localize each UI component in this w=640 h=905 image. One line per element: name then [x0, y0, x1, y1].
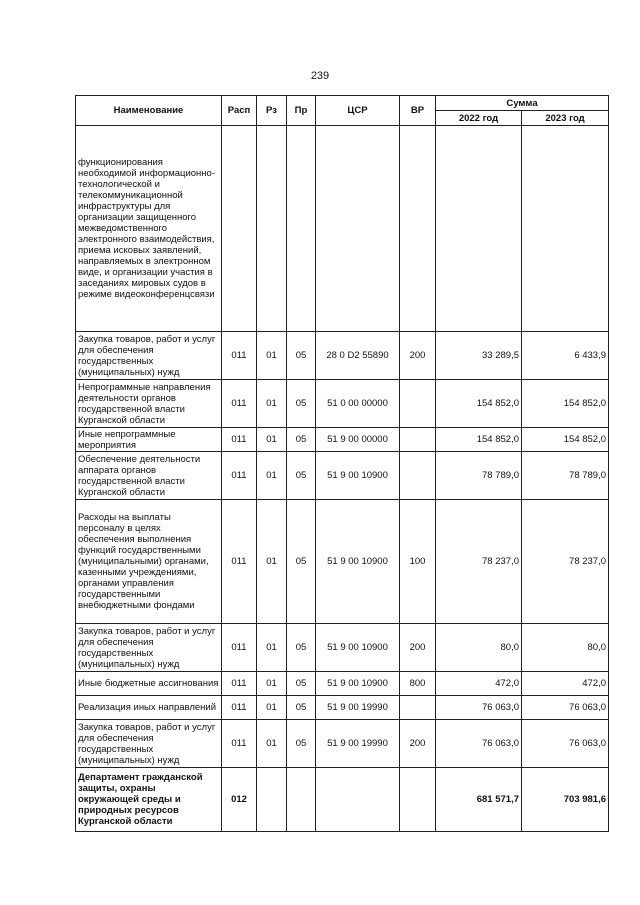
cell-y2023: 78 789,0 [522, 452, 609, 500]
cell-vr: 200 [400, 624, 436, 672]
cell-rz: 01 [257, 672, 287, 696]
cell-vr [400, 696, 436, 720]
cell-y2022: 80,0 [436, 624, 522, 672]
cell-y2023: 154 852,0 [522, 380, 609, 428]
cell-pr: 05 [287, 428, 316, 452]
cell-rasp: 011 [222, 452, 257, 500]
cell-y2022: 154 852,0 [436, 380, 522, 428]
header-rasp: Расп [222, 96, 257, 126]
cell-y2022: 76 063,0 [436, 696, 522, 720]
cell-rasp: 011 [222, 720, 257, 768]
header-rz: Рз [257, 96, 287, 126]
cell-vr [400, 428, 436, 452]
cell-csr: 51 9 00 10900 [316, 500, 400, 624]
cell-pr: 05 [287, 332, 316, 380]
cell-vr [400, 452, 436, 500]
cell-y2022: 154 852,0 [436, 428, 522, 452]
cell-y2023: 76 063,0 [522, 696, 609, 720]
cell-vr [400, 768, 436, 832]
cell-rz [257, 126, 287, 332]
table-row [76, 428, 609, 452]
cell-name: функционирования необходимой информационно-технологической и телекоммуникационной инфраструктуры для организации защищенного межведомственного электронного взаимодействия, приема исковых заявлений, направляемых в электронном виде, и организации участия в заседаниях мировых судов в режиме видеоконференцсвязи [76, 126, 222, 332]
cell-y2022: 76 063,0 [436, 720, 522, 768]
cell-pr: 05 [287, 696, 316, 720]
budget-table [75, 95, 609, 832]
cell-vr: 200 [400, 332, 436, 380]
cell-csr: 51 9 00 10900 [316, 672, 400, 696]
cell-y2023: 78 237,0 [522, 500, 609, 624]
cell-name: Расходы на выплаты персоналу в целях обеспечения выполнения функций государственными (муниципальными) органами, казенными учреждениями, органами управления государственными внебюджетными фондами [76, 500, 222, 624]
table-row [76, 126, 609, 332]
cell-csr: 28 0 D2 55890 [316, 332, 400, 380]
cell-csr: 51 0 00 00000 [316, 380, 400, 428]
cell-pr: 05 [287, 720, 316, 768]
cell-name: Обеспечение деятельности аппарата органов государственной власти Курганской области [76, 452, 222, 500]
cell-pr: 05 [287, 452, 316, 500]
cell-name: Непрограммные направления деятельности органов государственной власти Курганской области [76, 380, 222, 428]
cell-name: Закупка товаров, работ и услуг для обеспечения государственных (муниципальных) нужд [76, 332, 222, 380]
cell-y2022: 78 789,0 [436, 452, 522, 500]
cell-csr: 51 9 00 19990 [316, 720, 400, 768]
cell-vr: 100 [400, 500, 436, 624]
cell-name: Закупка товаров, работ и услуг для обеспечения государственных (муниципальных) нужд [76, 624, 222, 672]
cell-rz: 01 [257, 624, 287, 672]
cell-y2022: 472,0 [436, 672, 522, 696]
cell-rasp: 012 [222, 768, 257, 832]
header-name: Наименование [76, 96, 222, 126]
cell-rasp: 011 [222, 672, 257, 696]
cell-pr [287, 126, 316, 332]
cell-name: Иные непрограммные мероприятия [76, 428, 222, 452]
cell-y2023: 80,0 [522, 624, 609, 672]
cell-pr: 05 [287, 672, 316, 696]
cell-name: Иные бюджетные ассигнования [76, 672, 222, 696]
cell-vr [400, 380, 436, 428]
cell-rz: 01 [257, 332, 287, 380]
cell-y2022: 681 571,7 [436, 768, 522, 832]
cell-csr [316, 126, 400, 332]
cell-rasp: 011 [222, 624, 257, 672]
table-row [76, 452, 609, 500]
table-row [76, 696, 609, 720]
cell-vr [400, 126, 436, 332]
cell-y2023: 154 852,0 [522, 428, 609, 452]
cell-vr: 200 [400, 720, 436, 768]
cell-csr [316, 768, 400, 832]
header-csr: ЦСР [316, 96, 400, 126]
page-number: 239 [310, 70, 330, 82]
cell-rz: 01 [257, 428, 287, 452]
table-row [76, 624, 609, 672]
cell-y2022: 33 289,5 [436, 332, 522, 380]
header-2023: 2023 год [522, 111, 609, 126]
table-row [76, 672, 609, 696]
cell-csr: 51 9 00 10900 [316, 452, 400, 500]
cell-pr [287, 768, 316, 832]
cell-rasp: 011 [222, 332, 257, 380]
cell-y2023: 76 063,0 [522, 720, 609, 768]
table-header [76, 96, 609, 126]
cell-pr: 05 [287, 500, 316, 624]
cell-rasp: 011 [222, 428, 257, 452]
cell-rz: 01 [257, 696, 287, 720]
cell-csr: 51 9 00 10900 [316, 624, 400, 672]
header-pr: Пр [287, 96, 316, 126]
cell-pr: 05 [287, 380, 316, 428]
cell-name: Департамент гражданской защиты, охраны окружающей среды и природных ресурсов Курганской области [76, 768, 222, 832]
cell-rasp: 011 [222, 696, 257, 720]
cell-y2023: 6 433,9 [522, 332, 609, 380]
cell-csr: 51 9 00 19990 [316, 696, 400, 720]
cell-y2023 [522, 126, 609, 332]
table-row [76, 768, 609, 832]
cell-csr: 51 9 00 00000 [316, 428, 400, 452]
cell-rasp: 011 [222, 380, 257, 428]
cell-rz: 01 [257, 720, 287, 768]
cell-vr: 800 [400, 672, 436, 696]
cell-y2023: 472,0 [522, 672, 609, 696]
cell-rasp [222, 126, 257, 332]
table-row [76, 332, 609, 380]
table-body [76, 126, 609, 832]
header-vr: ВР [400, 96, 436, 126]
cell-pr: 05 [287, 624, 316, 672]
header-2022: 2022 год [436, 111, 522, 126]
cell-y2022: 78 237,0 [436, 500, 522, 624]
cell-name: Реализация иных направлений [76, 696, 222, 720]
cell-rz: 01 [257, 500, 287, 624]
cell-rz [257, 768, 287, 832]
table-row [76, 500, 609, 624]
table-row [76, 720, 609, 768]
cell-y2022 [436, 126, 522, 332]
cell-rz: 01 [257, 452, 287, 500]
cell-rasp: 011 [222, 500, 257, 624]
header-sum: Сумма [436, 96, 609, 111]
cell-y2023: 703 981,6 [522, 768, 609, 832]
cell-name: Закупка товаров, работ и услуг для обеспечения государственных (муниципальных) нужд [76, 720, 222, 768]
table-row [76, 380, 609, 428]
cell-rz: 01 [257, 380, 287, 428]
